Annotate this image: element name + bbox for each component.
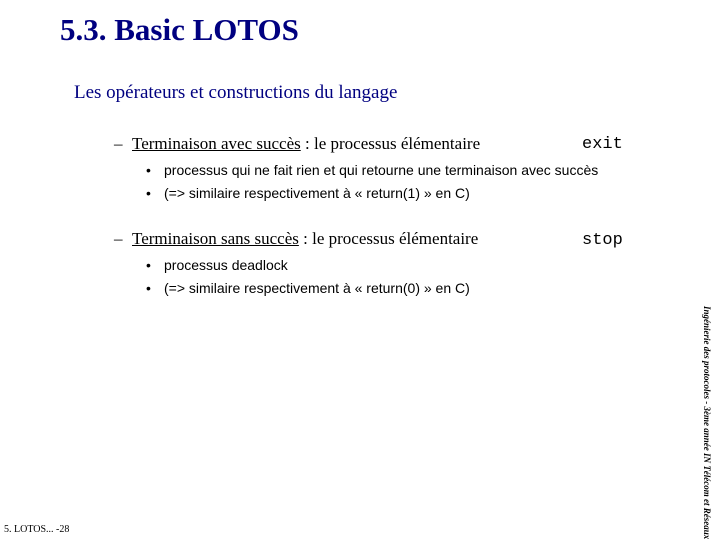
item-failure-termination <box>114 229 478 249</box>
keyword-stop: stop <box>582 231 623 250</box>
dash-marker: – <box>114 134 123 153</box>
bullet-text: processus deadlock <box>164 257 288 273</box>
item-heading: Terminaison sans succès <box>132 229 299 248</box>
bullet-icon: • <box>146 280 151 296</box>
bullet-text: (=> similaire respectivement à « return(1) » en C) <box>164 185 470 201</box>
bullet-icon: • <box>146 162 151 178</box>
bullet-icon: • <box>146 257 151 273</box>
keyword-exit: exit <box>582 135 623 154</box>
bullet-text: processus qui ne fait rien et qui retourne une terminaison avec succès <box>164 162 599 178</box>
slide-title: 5.3. Basic LOTOS <box>60 12 299 47</box>
bullet-text: (=> similaire respectivement à « return(0) » en C) <box>164 280 470 296</box>
dash-marker: – <box>114 229 123 248</box>
bullet-item <box>146 162 598 178</box>
slide-subtitle: Les opérateurs et constructions du langage <box>74 82 398 103</box>
item-success-termination <box>114 134 480 154</box>
bullet-item <box>146 280 470 296</box>
side-note: Ingénierie des protocoles - 3ème année IN Télécom et Réseaux <box>702 306 712 540</box>
bullet-item <box>146 257 288 273</box>
item-text: : le processus élémentaire <box>300 134 481 153</box>
item-text: : le processus élémentaire <box>298 229 479 248</box>
item-heading: Terminaison avec succès <box>132 134 301 153</box>
page-footer: 5. LOTOS... -28 <box>4 524 70 535</box>
bullet-icon: • <box>146 185 151 201</box>
bullet-item <box>146 185 470 201</box>
